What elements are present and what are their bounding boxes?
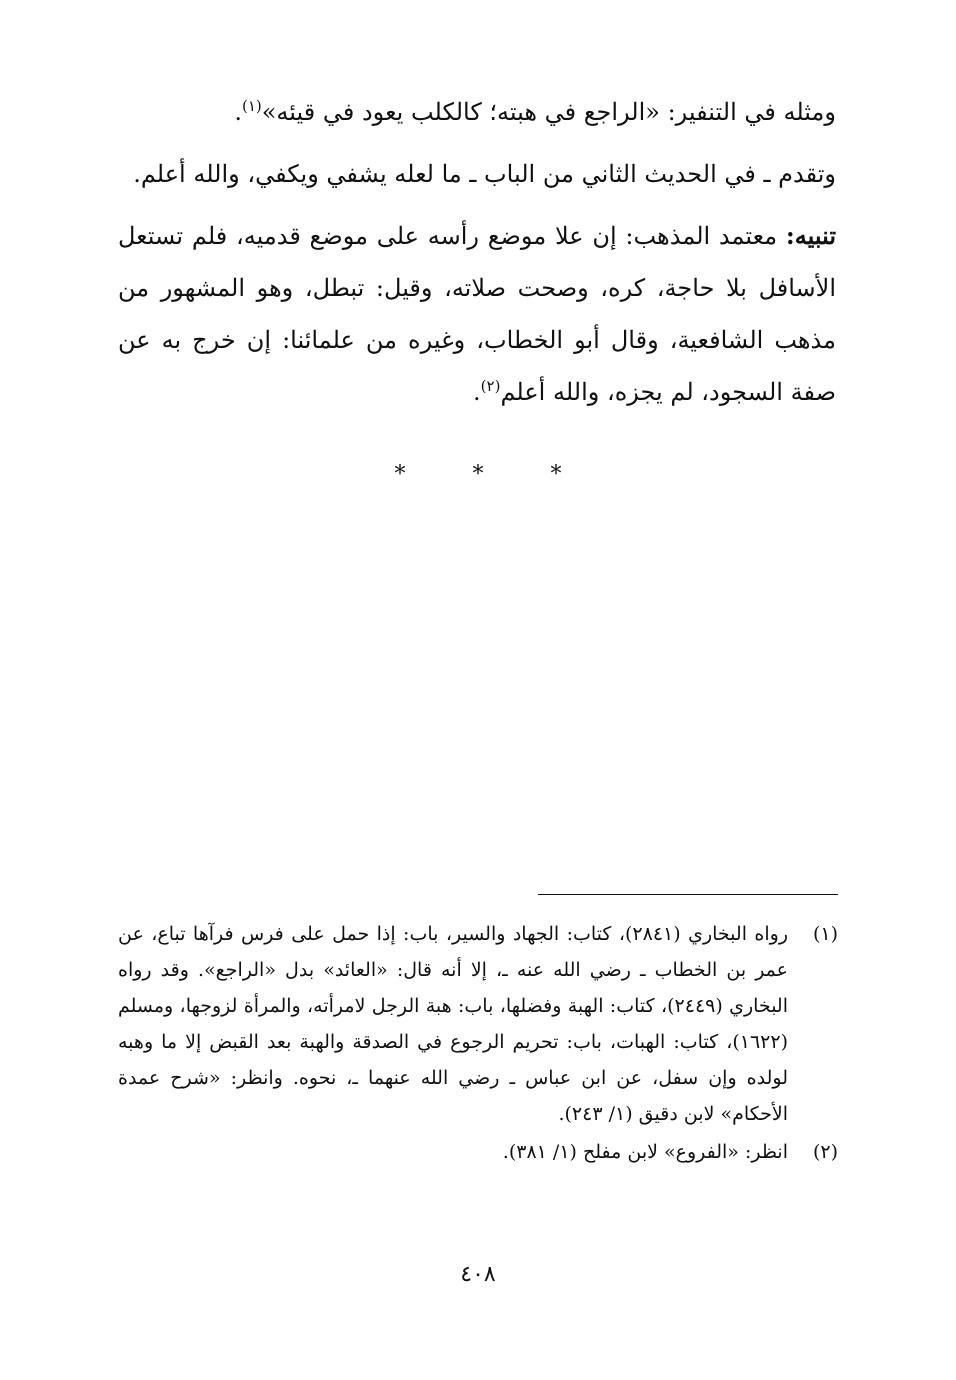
paragraph-1-end: .	[234, 98, 242, 126]
footnote-ref-1[interactable]: (١)	[241, 97, 262, 115]
section-separator: * * *	[394, 462, 592, 487]
note-label: تنبيه:	[785, 221, 836, 250]
footnote-1	[118, 916, 838, 1132]
page-number: ٤٠٨	[460, 1262, 496, 1287]
footnote-1-number: (١)	[812, 923, 838, 945]
paragraph-3	[118, 210, 836, 418]
paragraph-1	[118, 86, 836, 138]
footnote-ref-2[interactable]: (٢)	[480, 377, 501, 395]
paragraph-2: وتقدم ـ في الحديث الثاني من الباب ـ ما لعله يشفي ويكفي، والله أعلم.	[133, 160, 836, 188]
footnote-1-text: رواه البخاري (٢٨٤١)، كتاب: الجهاد والسير، باب: إذا حمل على فرس فرآها تباع، عن عمر بن الخطاب ـ رضي الله عنه ـ، إلا أنه قال: «العائد» بدل «الراجع». وقد رواه البخاري (٢٤٤٩)، كتاب: الهبة وفضلها، باب: هبة الرجل لامرأته، والمرأة لزوجها، ومسلم (١٦٢٢)، كتاب: الهبات، باب: تحريم الرجوع في الصدقة والهبة بعد القبض إلا ما وهبه لولده وإن سفل، عن ابن عباس ـ رضي الله عنهما ـ، نحوه. وانظر: «شرح عمدة الأحكام» لابن دقيق (١/ ٢٤٣).	[118, 923, 788, 1125]
main-text	[118, 86, 836, 428]
footnote-2-number: (٢)	[812, 1141, 838, 1163]
footnotes-section	[118, 916, 838, 1172]
footnote-2-text: انظر: «الفروع» لابن مفلح (١/ ٣٨١).	[502, 1141, 788, 1163]
paragraph-3-end: .	[473, 378, 481, 406]
footnote-divider	[538, 894, 838, 895]
paragraph-3-text: معتمد المذهب: إن علا موضع رأسه على موضع قدميه، فلم تستعل الأسافل بلا حاجة، كره، وصحت صلاته، وقيل: تبطل، وهو المشهور من مذهب الشافعية، وقال أبو الخطاب، وغيره من علمائنا: إن خرج به عن صفة السجود، لم يجزه، والله أعلم	[118, 222, 836, 406]
paragraph-1-text: ومثله في التنفير: «الراجع في هبته؛ كالكلب يعود في قيئه»	[261, 98, 836, 126]
footnote-2	[118, 1134, 838, 1170]
